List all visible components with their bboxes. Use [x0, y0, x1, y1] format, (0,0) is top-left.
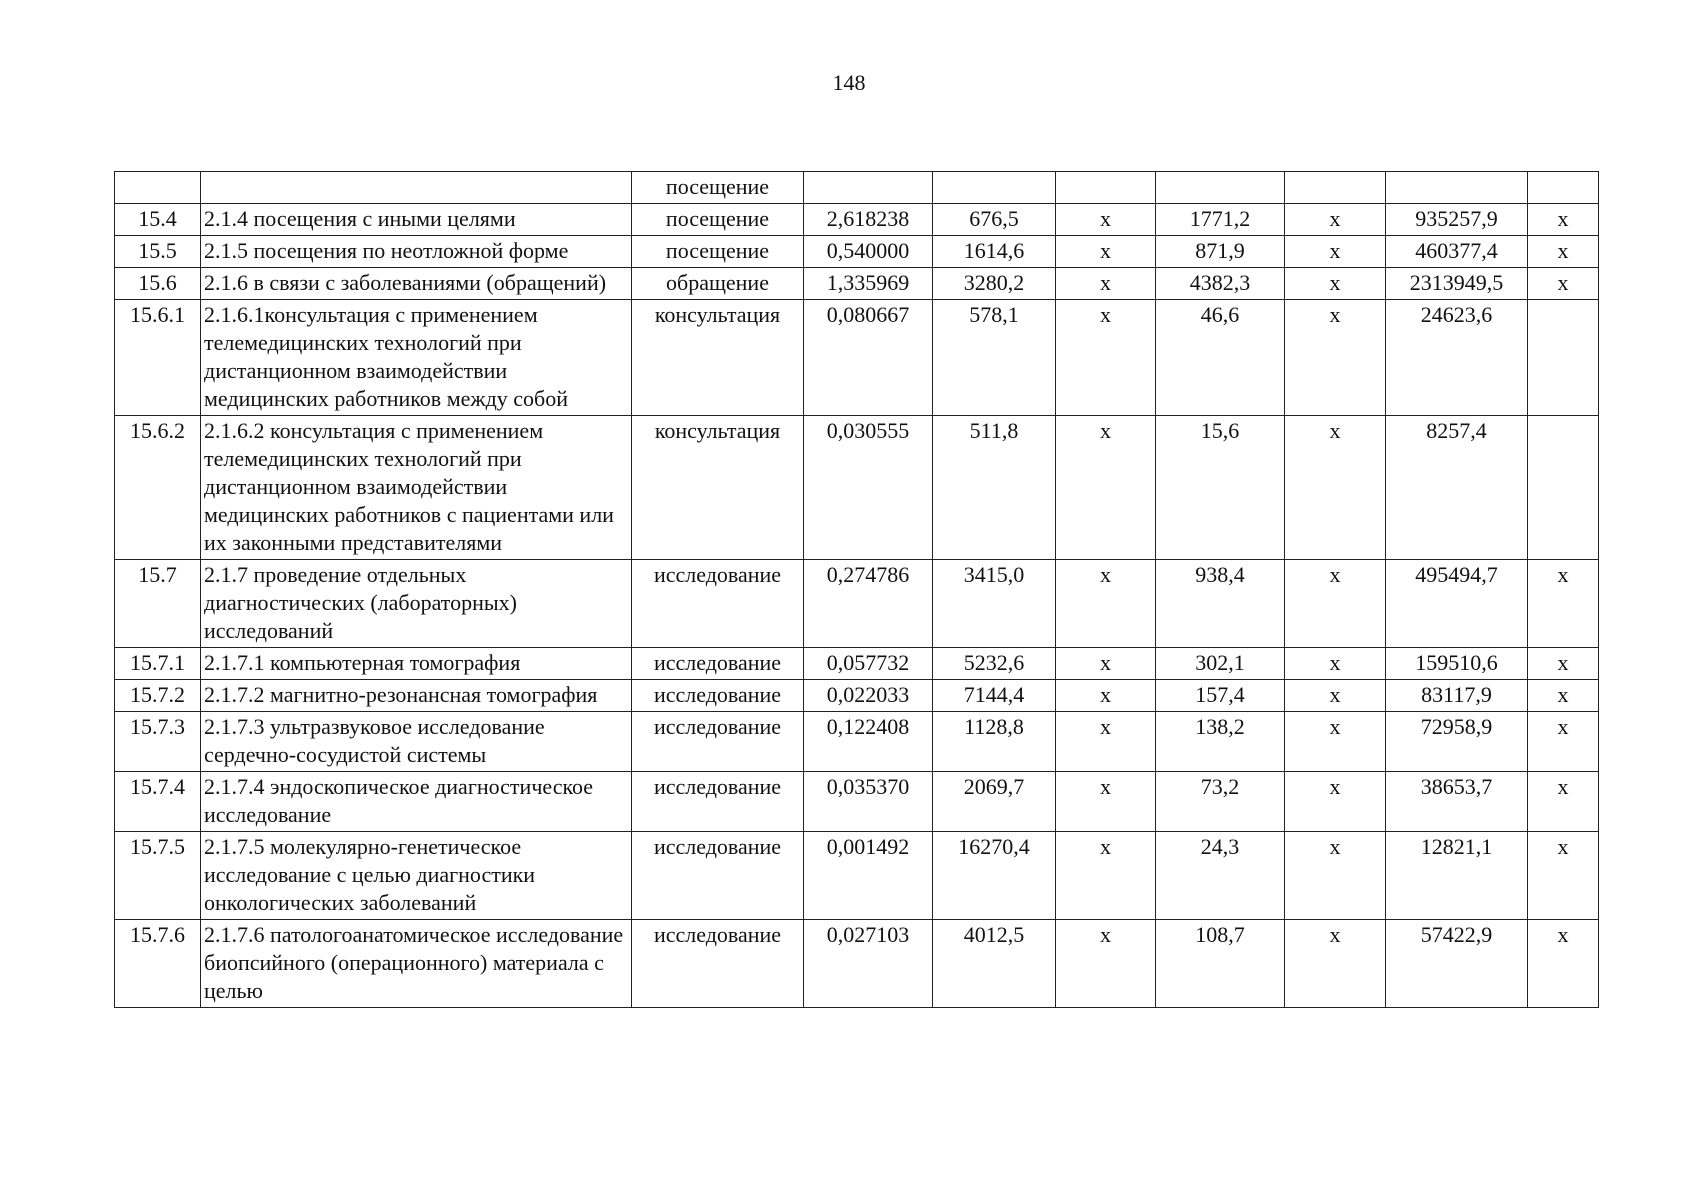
value-cell-5: x — [1285, 648, 1386, 680]
value-cell-4: 302,1 — [1156, 648, 1285, 680]
row-name-cell: 2.1.6.2 консультация с применением телемедицинских технологий при дистанционном взаимодействии медицинских работников с пациентами или их законными представителями — [201, 416, 632, 560]
value-cell-7: x — [1528, 712, 1599, 772]
table-row — [115, 832, 1599, 920]
row-number-cell: 15.6.1 — [115, 300, 201, 416]
row-name-cell: 2.1.7.2 магнитно-резонансная томография — [201, 680, 632, 712]
value-cell-1: 0,274786 — [804, 560, 933, 648]
value-cell-6 — [1386, 172, 1528, 204]
value-cell-6: 2313949,5 — [1386, 268, 1528, 300]
value-cell-4: 108,7 — [1156, 920, 1285, 1008]
value-cell-6: 495494,7 — [1386, 560, 1528, 648]
table-row — [115, 560, 1599, 648]
value-cell-5: x — [1285, 772, 1386, 832]
row-number-cell: 15.7 — [115, 560, 201, 648]
row-number-cell: 15.7.5 — [115, 832, 201, 920]
value-cell-4 — [1156, 172, 1285, 204]
value-cell-1: 2,618238 — [804, 204, 933, 236]
row-unit-cell: посещение — [632, 236, 804, 268]
row-number-cell: 15.7.4 — [115, 772, 201, 832]
value-cell-4: 938,4 — [1156, 560, 1285, 648]
value-cell-7: x — [1528, 832, 1599, 920]
value-cell-2: 676,5 — [933, 204, 1056, 236]
value-cell-6: 57422,9 — [1386, 920, 1528, 1008]
row-unit-cell: консультация — [632, 300, 804, 416]
value-cell-7 — [1528, 300, 1599, 416]
value-cell-7: x — [1528, 204, 1599, 236]
row-name-cell: 2.1.7.3 ультразвуковое исследование сердечно-сосудистой системы — [201, 712, 632, 772]
value-cell-1: 0,057732 — [804, 648, 933, 680]
row-name-cell: 2.1.7.5 молекулярно-генетическое исследование с целью диагностики онкологических заболеваний — [201, 832, 632, 920]
value-cell-3: x — [1056, 268, 1156, 300]
value-cell-6: 72958,9 — [1386, 712, 1528, 772]
value-cell-3: x — [1056, 712, 1156, 772]
value-cell-3: x — [1056, 832, 1156, 920]
value-cell-6: 12821,1 — [1386, 832, 1528, 920]
value-cell-1: 0,027103 — [804, 920, 933, 1008]
data-table — [114, 171, 1599, 1008]
value-cell-4: 4382,3 — [1156, 268, 1285, 300]
value-cell-7: x — [1528, 680, 1599, 712]
row-number-cell: 15.7.3 — [115, 712, 201, 772]
value-cell-7 — [1528, 172, 1599, 204]
value-cell-3 — [1056, 172, 1156, 204]
row-name-cell: 2.1.7.4 эндоскопическое диагностическое исследование — [201, 772, 632, 832]
table-row — [115, 268, 1599, 300]
row-number-cell: 15.7.6 — [115, 920, 201, 1008]
table-row — [115, 920, 1599, 1008]
value-cell-1: 0,540000 — [804, 236, 933, 268]
value-cell-2: 3280,2 — [933, 268, 1056, 300]
value-cell-5: x — [1285, 712, 1386, 772]
value-cell-5: x — [1285, 560, 1386, 648]
value-cell-3: x — [1056, 204, 1156, 236]
table-row — [115, 204, 1599, 236]
value-cell-3: x — [1056, 300, 1156, 416]
table-row — [115, 300, 1599, 416]
value-cell-7: x — [1528, 560, 1599, 648]
value-cell-5: x — [1285, 268, 1386, 300]
value-cell-7: x — [1528, 648, 1599, 680]
row-unit-cell: посещение — [632, 172, 804, 204]
page-number: 148 — [832, 70, 866, 95]
value-cell-4: 73,2 — [1156, 772, 1285, 832]
value-cell-7: x — [1528, 268, 1599, 300]
value-cell-7: x — [1528, 920, 1599, 1008]
value-cell-3: x — [1056, 416, 1156, 560]
value-cell-1: 0,030555 — [804, 416, 933, 560]
value-cell-4: 871,9 — [1156, 236, 1285, 268]
value-cell-2: 1614,6 — [933, 236, 1056, 268]
value-cell-2: 3415,0 — [933, 560, 1056, 648]
value-cell-6: 159510,6 — [1386, 648, 1528, 680]
value-cell-5: x — [1285, 920, 1386, 1008]
value-cell-3: x — [1056, 236, 1156, 268]
row-unit-cell: исследование — [632, 680, 804, 712]
value-cell-5: x — [1285, 680, 1386, 712]
value-cell-6: 460377,4 — [1386, 236, 1528, 268]
value-cell-1 — [804, 172, 933, 204]
value-cell-7: x — [1528, 236, 1599, 268]
row-name-cell: 2.1.7 проведение отдельных диагностических (лабораторных) исследований — [201, 560, 632, 648]
value-cell-5: x — [1285, 300, 1386, 416]
table-body — [115, 172, 1599, 1008]
value-cell-4: 138,2 — [1156, 712, 1285, 772]
value-cell-4: 157,4 — [1156, 680, 1285, 712]
value-cell-3: x — [1056, 772, 1156, 832]
row-name-cell: 2.1.7.1 компьютерная томография — [201, 648, 632, 680]
row-unit-cell: обращение — [632, 268, 804, 300]
value-cell-3: x — [1056, 648, 1156, 680]
value-cell-1: 1,335969 — [804, 268, 933, 300]
value-cell-5: x — [1285, 204, 1386, 236]
value-cell-2: 16270,4 — [933, 832, 1056, 920]
value-cell-3: x — [1056, 920, 1156, 1008]
value-cell-2: 4012,5 — [933, 920, 1056, 1008]
value-cell-2: 511,8 — [933, 416, 1056, 560]
row-name-cell: 2.1.7.6 патологоанатомическое исследование биопсийного (операционного) материала с целью — [201, 920, 632, 1008]
row-number-cell: 15.4 — [115, 204, 201, 236]
value-cell-1: 0,001492 — [804, 832, 933, 920]
value-cell-6: 935257,9 — [1386, 204, 1528, 236]
row-unit-cell: исследование — [632, 920, 804, 1008]
value-cell-6: 38653,7 — [1386, 772, 1528, 832]
value-cell-2: 1128,8 — [933, 712, 1056, 772]
value-cell-7: x — [1528, 772, 1599, 832]
value-cell-2 — [933, 172, 1056, 204]
value-cell-1: 0,022033 — [804, 680, 933, 712]
value-cell-1: 0,122408 — [804, 712, 933, 772]
value-cell-4: 1771,2 — [1156, 204, 1285, 236]
value-cell-5: x — [1285, 236, 1386, 268]
value-cell-2: 578,1 — [933, 300, 1056, 416]
table-row — [115, 236, 1599, 268]
row-unit-cell: исследование — [632, 772, 804, 832]
row-unit-cell: исследование — [632, 832, 804, 920]
table-row — [115, 172, 1599, 204]
table-row — [115, 648, 1599, 680]
row-name-cell: 2.1.5 посещения по неотложной форме — [201, 236, 632, 268]
value-cell-4: 24,3 — [1156, 832, 1285, 920]
table-row — [115, 416, 1599, 560]
row-unit-cell: исследование — [632, 712, 804, 772]
value-cell-1: 0,035370 — [804, 772, 933, 832]
value-cell-6: 8257,4 — [1386, 416, 1528, 560]
row-name-cell — [201, 172, 632, 204]
row-number-cell: 15.7.1 — [115, 648, 201, 680]
value-cell-5 — [1285, 172, 1386, 204]
row-unit-cell: исследование — [632, 648, 804, 680]
row-number-cell: 15.6 — [115, 268, 201, 300]
row-name-cell: 2.1.4 посещения с иными целями — [201, 204, 632, 236]
table-row — [115, 772, 1599, 832]
row-unit-cell: консультация — [632, 416, 804, 560]
value-cell-1: 0,080667 — [804, 300, 933, 416]
row-name-cell: 2.1.6 в связи с заболеваниями (обращений) — [201, 268, 632, 300]
table-row — [115, 680, 1599, 712]
row-name-cell: 2.1.6.1консультация с применением телемедицинских технологий при дистанционном взаимодействии медицинских работников между собой — [201, 300, 632, 416]
value-cell-7 — [1528, 416, 1599, 560]
row-unit-cell: исследование — [632, 560, 804, 648]
value-cell-5: x — [1285, 416, 1386, 560]
row-number-cell: 15.5 — [115, 236, 201, 268]
value-cell-3: x — [1056, 680, 1156, 712]
value-cell-4: 46,6 — [1156, 300, 1285, 416]
value-cell-6: 24623,6 — [1386, 300, 1528, 416]
value-cell-5: x — [1285, 832, 1386, 920]
row-unit-cell: посещение — [632, 204, 804, 236]
value-cell-2: 7144,4 — [933, 680, 1056, 712]
value-cell-6: 83117,9 — [1386, 680, 1528, 712]
row-number-cell: 15.6.2 — [115, 416, 201, 560]
value-cell-2: 2069,7 — [933, 772, 1056, 832]
row-number-cell — [115, 172, 201, 204]
table-row — [115, 712, 1599, 772]
row-number-cell: 15.7.2 — [115, 680, 201, 712]
value-cell-4: 15,6 — [1156, 416, 1285, 560]
value-cell-2: 5232,6 — [933, 648, 1056, 680]
value-cell-3: x — [1056, 560, 1156, 648]
